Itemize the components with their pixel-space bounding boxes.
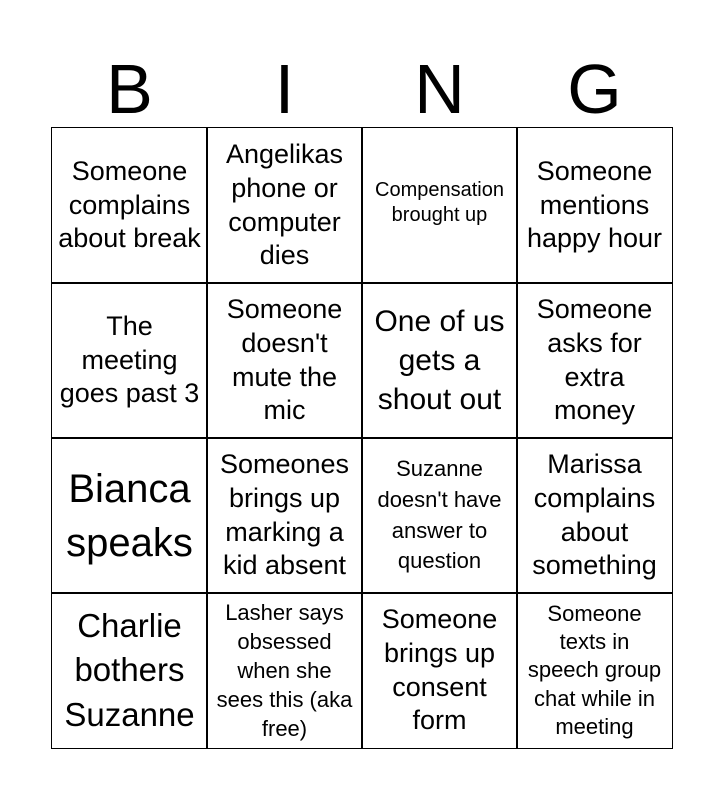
cell-text: Someone texts in speech group chat while in meeting xyxy=(527,601,662,739)
bingo-header xyxy=(52,50,672,128)
cell-text: Someone asks for extra money xyxy=(536,294,653,426)
header-letter-g: G xyxy=(567,50,622,128)
bingo-cell[interactable] xyxy=(516,127,673,284)
bingo-cell[interactable] xyxy=(51,127,208,284)
header-letter-n: N xyxy=(414,50,465,128)
cell-text: Someone brings up consent form xyxy=(381,604,498,736)
cell-text: Someone doesn't mute the mic xyxy=(226,294,343,426)
cell-text: Someone mentions happy hour xyxy=(526,155,663,254)
header-letter-b: B xyxy=(106,50,153,128)
bingo-cell[interactable] xyxy=(361,282,518,439)
bingo-cell[interactable] xyxy=(361,592,518,749)
bingo-cell[interactable] xyxy=(206,592,363,749)
cell-text: Lasher says obsessed when she sees this (aka free) xyxy=(216,599,353,742)
bingo-cell[interactable] xyxy=(206,437,363,594)
cell-text: One of us gets a shout out xyxy=(374,305,505,416)
cell-text: Charlie bothers Suzanne xyxy=(64,606,195,733)
header-letter-i: I xyxy=(274,50,295,128)
bingo-grid xyxy=(52,128,672,748)
cell-text: Angelikas phone or computer dies xyxy=(225,139,344,271)
bingo-cell[interactable] xyxy=(516,282,673,439)
cell-text: Bianca speaks xyxy=(66,466,193,565)
bingo-cell[interactable] xyxy=(516,437,673,594)
bingo-cell[interactable] xyxy=(206,282,363,439)
bingo-cell[interactable] xyxy=(361,127,518,284)
bingo-cell[interactable] xyxy=(51,282,208,439)
bingo-cell[interactable] xyxy=(206,127,363,284)
cell-text: The meeting goes past 3 xyxy=(59,310,200,409)
bingo-cell[interactable] xyxy=(516,592,673,749)
cell-text: Marissa complains about something xyxy=(532,449,657,581)
cell-text: Someone complains about break xyxy=(58,155,201,254)
bingo-cell[interactable] xyxy=(51,437,208,594)
cell-text: Someones brings up marking a kid absent xyxy=(219,449,350,581)
bingo-cell[interactable] xyxy=(51,592,208,749)
bingo-cell[interactable] xyxy=(361,437,518,594)
cell-text: Suzanne doesn't have answer to question xyxy=(377,455,502,574)
cell-text: Compensation brought up xyxy=(375,179,504,227)
